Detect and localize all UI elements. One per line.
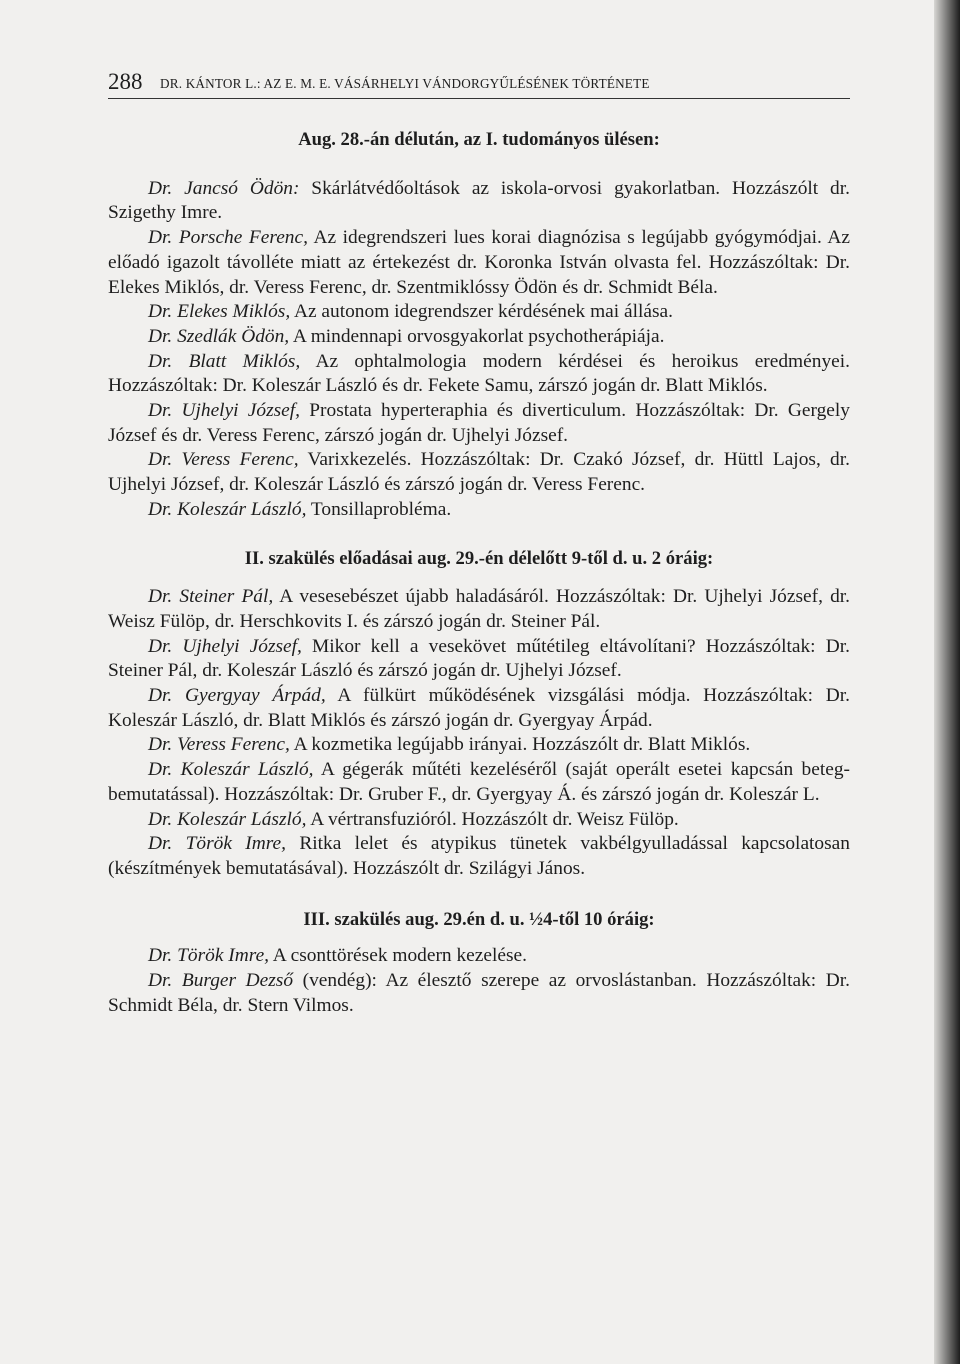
- page-body: [108, 128, 850, 1019]
- entry-author: Steiner Pál,: [179, 586, 274, 608]
- entry-author: Koleszár László,: [180, 759, 314, 781]
- program-entry: [108, 399, 850, 448]
- entry-prefix: Dr.: [148, 301, 178, 323]
- section-heading: III. szakülés aug. 29.én d. u. ½4-től 10 óráig:: [303, 908, 655, 930]
- entry-text: (vendég): Az élesztő szerepe az orvoslástanban. Hozzászóltak: Dr. Schmidt Béla, dr. Stern Vilmos.: [108, 970, 850, 1016]
- page-number: 288: [108, 69, 143, 94]
- entry-text: A gégerák műtéti kezeléséről (saját operált esetei kapcsán beteg-bemutatással). Hozzászóltak: Dr. Gruber F., dr. Gyergyay Á. és zárszó jogán dr. Koleszár L.: [108, 759, 850, 805]
- entry-prefix: Dr.: [148, 177, 185, 199]
- header-rule: [108, 98, 850, 99]
- program-entry: [108, 969, 850, 1018]
- running-head: DR. KÁNTOR L.: AZ E. M. E. VÁSÁRHELYI VÁNDORGYŰLÉSÉNEK TÖRTÉNETE: [160, 76, 650, 91]
- entry-prefix: Dr.: [148, 970, 182, 992]
- entry-prefix: Dr.: [148, 945, 178, 967]
- entry-text: Az autonom idegrendszer kérdésének mai állása.: [290, 301, 674, 323]
- entry-prefix: Dr.: [148, 449, 182, 471]
- page-header: [108, 70, 850, 94]
- page-edge-shadow: [934, 0, 960, 1364]
- entry-text: A csonttörések modern kezelése.: [269, 945, 527, 967]
- program-entry: [108, 448, 850, 497]
- section-heading: II. szakülés előadásai aug. 29.-én délelőtt 9-től d. u. 2 óráig:: [244, 547, 714, 569]
- program-entry: [108, 733, 850, 758]
- entry-text: A fülkürt működésének vizsgálási módja. Hozzászóltak: Dr. Koleszár László, dr. Blatt Miklós és zárszó jogán dr. Gyergyay Árpád.: [108, 685, 850, 731]
- entry-text: Ritka lelet és atypikus tünetek vakbélgyulladással kapcsolatosan (készítmények bemutatásával). Hozzászólt dr. Szilágyi János.: [108, 833, 850, 879]
- entry-author: Koleszár László,: [177, 808, 307, 830]
- program-entry: [108, 635, 850, 684]
- entry-author: Veress Ferenc,: [181, 449, 299, 471]
- program-entry: [108, 177, 850, 226]
- section-heading: Aug. 28.-án délután, az I. tudományos ülésen:: [298, 129, 660, 150]
- program-entry: [108, 944, 850, 969]
- entry-author: Ujhelyi József,: [181, 400, 301, 422]
- entry-text: Az idegrendszeri lues korai diagnózisa s legújabb gyógymódjai. Az előadó igazolt távolléte miatt az értekezést dr. Koronka István olvasta fel. Hozzászóltak: Dr. Elekes Miklós, dr. Veress Ferenc, dr. Szentmiklóssy Ödön és dr. Schmidt Béla.: [108, 227, 850, 298]
- program-entry: [108, 684, 850, 733]
- program-entry: [108, 585, 850, 634]
- entry-text: A kozmetika legújabb irányai. Hozzászólt dr. Blatt Miklós.: [289, 734, 751, 756]
- entry-author: Burger Dezső: [181, 970, 294, 992]
- entry-author: Ujhelyi József,: [182, 635, 302, 657]
- entry-author: Blatt Miklós,: [188, 350, 301, 372]
- entry-text: Varixkezelés. Hozzászóltak: Dr. Czakó József, dr. Hüttl Lajos, dr. Ujhelyi József, dr. Koleszár László és zárszó jogán dr. Veress Ferenc.: [108, 449, 850, 496]
- program-entry: [108, 350, 850, 399]
- entry-author: Porsche Ferenc,: [178, 227, 308, 249]
- entry-prefix: Dr.: [148, 400, 182, 422]
- entry-author: Veress Ferenc,: [177, 734, 290, 756]
- entry-text: Mikor kell a vesekövet műtétileg eltávolítani? Hozzászóltak: Dr. Steiner Pál, dr. Koleszár László és zárszó jogán dr. Ujhelyi József.: [108, 635, 850, 682]
- program-entry: [108, 325, 850, 350]
- program-entry: [108, 226, 850, 300]
- entry-author: Jancsó Ödön:: [184, 177, 300, 199]
- entry-prefix: Dr.: [148, 808, 178, 830]
- entry-prefix: Dr.: [148, 498, 178, 520]
- entry-author: Koleszár László,: [177, 498, 307, 520]
- entry-prefix: Dr.: [148, 685, 185, 707]
- entry-prefix: Dr.: [148, 759, 181, 781]
- entry-prefix: Dr.: [148, 586, 180, 608]
- entry-author: Elekes Miklós,: [177, 301, 291, 323]
- entry-prefix: Dr.: [148, 325, 178, 347]
- entry-text: Skárlátvédőoltások az iskola-orvosi gyakorlatban. Hozzászólt dr. Szigethy Imre.: [108, 177, 850, 224]
- entry-prefix: Dr.: [148, 833, 186, 855]
- entry-author: Török Imre,: [177, 945, 270, 967]
- program-entry: [108, 300, 850, 325]
- entry-prefix: Dr.: [148, 635, 183, 657]
- entry-prefix: Dr.: [148, 350, 189, 372]
- entry-text: Prostata hyperteraphia és diverticulum. Hozzászóltak: Dr. Gergely József és dr. Veress Ferenc, zárszó jogán dr. Ujhelyi József.: [108, 400, 850, 446]
- entry-text: A vértransfuzióról. Hozzászólt dr. Weisz Fülöp.: [306, 808, 679, 830]
- entry-author: Gyergyay Árpád,: [185, 685, 326, 707]
- entry-text: Tonsillaprobléma.: [306, 498, 452, 520]
- entry-text: Az ophtalmologia modern kérdései és heroikus eredményei. Hozzászóltak: Dr. Koleszár László és dr. Fekete Samu, zárszó jogán dr. Blatt Miklós.: [108, 350, 850, 397]
- entry-prefix: Dr.: [148, 734, 178, 756]
- entry-author: Szedlák Ödön,: [177, 325, 290, 347]
- program-entry: [108, 758, 850, 807]
- program-entry: [108, 808, 850, 833]
- entry-prefix: Dr.: [148, 227, 179, 249]
- entry-text: A vesesebészet újabb haladásáról. Hozzászóltak: Dr. Ujhelyi József, dr. Weisz Fülöp, dr. Herschkovits I. és zárszó jogán dr. Steiner Pál.: [108, 586, 850, 632]
- program-entry: [108, 498, 850, 523]
- program-entry: [108, 832, 850, 881]
- entry-author: Török Imre,: [185, 833, 286, 855]
- entry-text: A mindennapi orvosgyakorlat psychotherápiája.: [289, 325, 665, 347]
